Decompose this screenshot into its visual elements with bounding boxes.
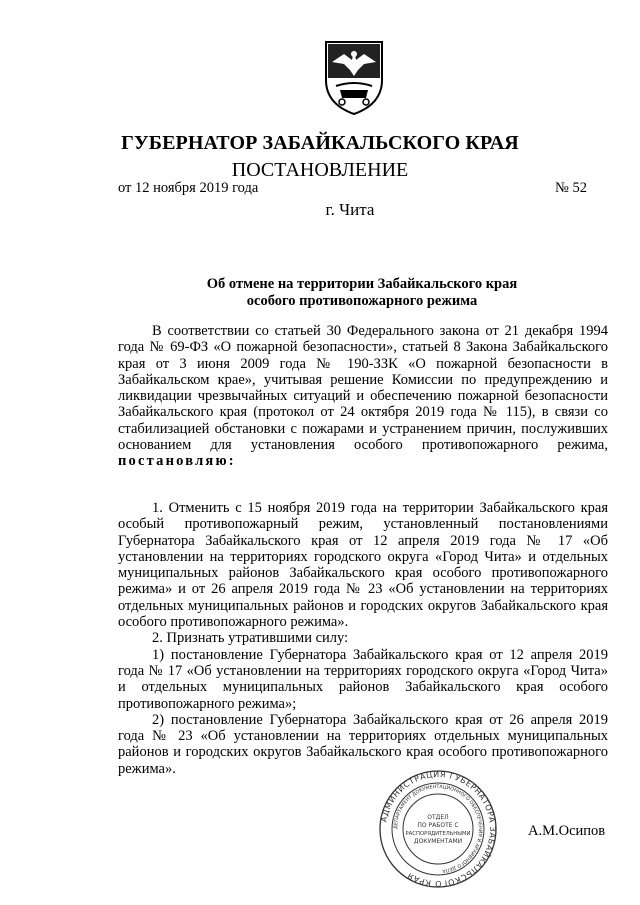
- document-heading: [118, 276, 606, 310]
- item-2-2: 2) постановление Губернатора Забайкальского края от 26 апреля 2019 года № 23 «Об установлении на территориях отдельных муниципальных районов и городских округов Забайкальского края особого противопожарного режима».: [118, 711, 608, 777]
- document-date: от 12 ноября 2019 года: [118, 180, 259, 196]
- coat-of-arms-emblem: [322, 40, 386, 116]
- document-type: ПОСТАНОВЛЕНИЕ: [231, 159, 409, 181]
- stamp-center-line-4: ДОКУМЕНТАМИ: [413, 838, 463, 845]
- document-number: № 52: [555, 180, 587, 196]
- heading-line-1: Об отмене на территории Забайкальского края: [206, 276, 518, 292]
- stamp-center-line-3: РАСПОРЯДИТЕЛЬНЫМИ: [405, 831, 471, 837]
- official-stamp: [378, 769, 498, 889]
- stamp-center-line-2: ПО РАБОТЕ С: [417, 822, 459, 829]
- preamble-text: В соответствии со статьей 30 Федерального закона от 21 декабря 1994 года № 69-ФЗ «О пожарной безопасности», статьей 8 Закона Забайкальского края от 3 июня 2009 года № 190-ЗЗК «О пожарной безопасности в Забайкальском крае», учитывая решение Комиссии по предупреждению и ликвидации чрезвычайных ситуаций и обеспечению пожарной безопасности Забайкальского края (протокол от 24 октября 2019 года № 115), в связи со стабилизацией обстановки с пожарами и устранением причин, послуживших основанием для установления особого противопожарного режима,: [118, 323, 608, 454]
- item-2: 2. Признать утратившими силу:: [152, 630, 349, 647]
- decree-word: постановляю:: [118, 453, 236, 470]
- signatory-name: А.М.Осипов: [528, 823, 606, 839]
- heading-line-2: особого противопожарного режима: [246, 293, 478, 309]
- preamble-paragraph: [118, 323, 608, 470]
- item-2-1: 1) постановление Губернатора Забайкальского края от 12 апреля 2019 года № 17 «Об установлении на территориях городского округа «Город Чита» и отдельных муниципальных районов Забайкальского края особого противопожарного режима»;: [118, 646, 608, 712]
- authority-title: ГУБЕРНАТОР ЗАБАЙКАЛЬСКОГО КРАЯ: [121, 132, 519, 154]
- item-1: 1. Отменить с 15 ноября 2019 года на территории Забайкальского края особый противопожарный режим, установленный постановлениями Губернатора Забайкальского края от 12 апреля 2019 года № 17 «Об установлении на территориях городского округа «Город Чита» и отдельных муниципальных районов Забайкальского края особого противопожарного режима» и от 26 апреля 2019 года № 23 «Об установлении на территориях отдельных муниципальных районов и городских округов Забайкальского края особого противопожарного режима».: [118, 500, 608, 631]
- decree-items: [118, 500, 608, 777]
- document-city: г. Чита: [325, 200, 375, 219]
- stamp-center-line-1: ОТДЕЛ: [427, 814, 449, 821]
- stamp-outer-text: АДМИНИСТРАЦИЯ ГУБЕРНАТОРА ЗАБАЙКАЛЬСКОГО КРАЯ: [379, 769, 498, 889]
- stamp-ring-text: ДЕПАРТАМЕНТ ДОКУМЕНТАЦИОННОГО ОБЕСПЕЧЕНИЯ И АРХИВНОГО ДЕЛА: [393, 784, 483, 873]
